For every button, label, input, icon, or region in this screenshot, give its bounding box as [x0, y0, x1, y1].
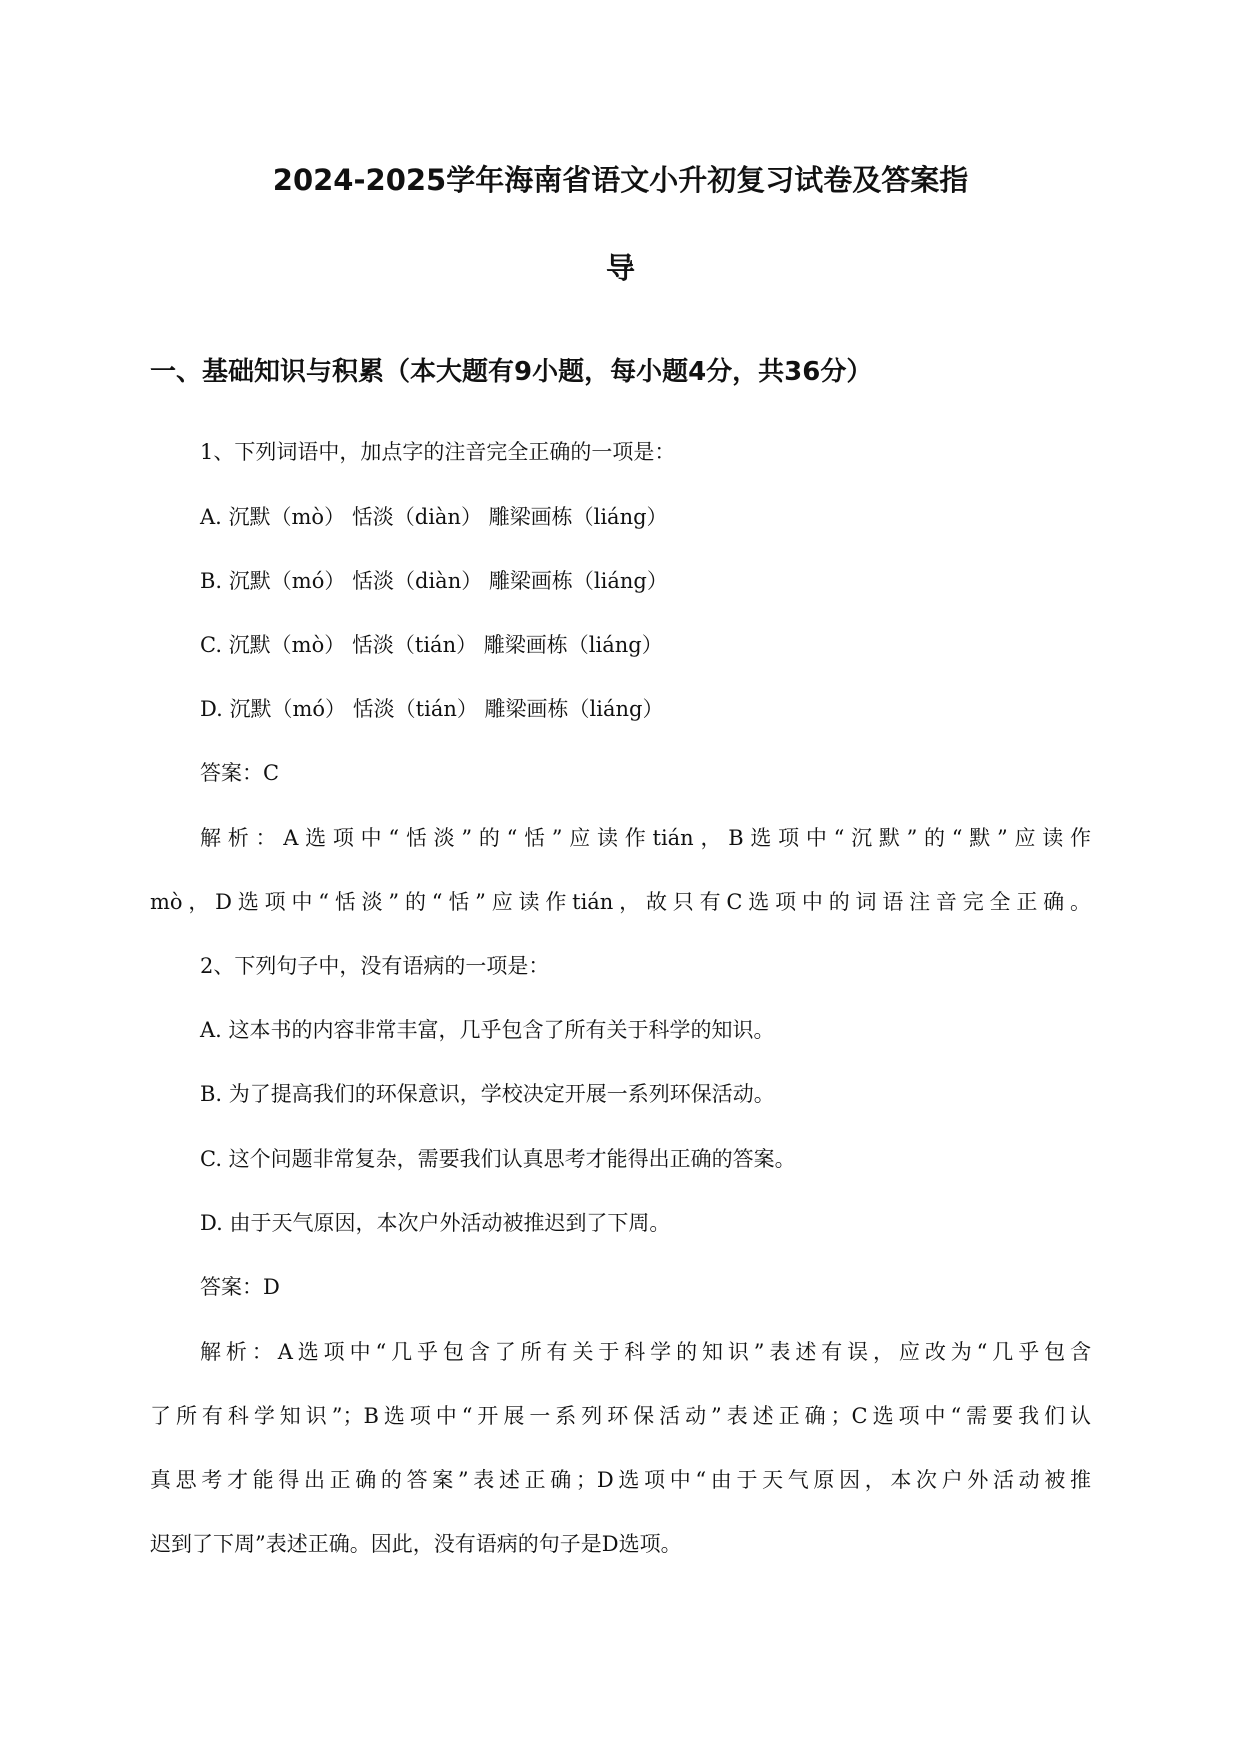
question-1-option-d: D. 沉默（mó） 恬淡（tián） 雕梁画栋（liáng） [200, 697, 664, 721]
question-2-option-b: B. 为了提高我们的环保意识，学校决定开展一系列环保活动。 [200, 1082, 775, 1106]
question-2-analysis-line-4: 迟到了下周”表述正确。因此，没有语病的句子是D选项。 [150, 1532, 682, 1556]
question-1-option-c: C. 沉默（mò） 恬淡（tián） 雕梁画栋（liáng） [200, 633, 663, 657]
question-1-analysis-line-1: 解析：A选项中“恬淡”的“恬”应读作tián，B选项中“沉默”的“默”应读作 [200, 826, 1091, 850]
question-1-stem: 1、下列词语中，加点字的注音完全正确的一项是： [200, 440, 676, 464]
question-2-answer: 答案：D [200, 1275, 280, 1299]
question-1-option-a: A. 沉默（mò） 恬淡（diàn） 雕梁画栋（liáng） [200, 505, 668, 529]
section-heading: 一、基础知识与积累（本大题有9小题，每小题4分，共36分） [150, 357, 873, 387]
document-title-line-2: 导 [605, 251, 635, 285]
question-1-answer: 答案：C [200, 761, 280, 785]
question-2-option-d: D. 由于天气原因，本次户外活动被推迟到了下周。 [200, 1211, 671, 1235]
question-2-analysis-line-1: 解析：A选项中“几乎包含了所有关于科学的知识”表述有误，应改为“几乎包含 [200, 1340, 1091, 1364]
question-1-option-b: B. 沉默（mó） 恬淡（diàn） 雕梁画栋（liáng） [200, 569, 668, 593]
question-1-analysis-line-2: mò，D选项中“恬淡”的“恬”应读作tián，故只有C选项中的词语注音完全正确。 [150, 890, 1091, 914]
question-2-option-c: C. 这个问题非常复杂，需要我们认真思考才能得出正确的答案。 [200, 1147, 796, 1171]
question-2-stem: 2、下列句子中，没有语病的一项是： [200, 954, 550, 978]
question-2-analysis-line-2: 了所有科学知识”；B选项中“开展一系列环保活动”表述正确；C选项中“需要我们认 [150, 1404, 1091, 1428]
question-2-analysis-line-3: 真思考才能得出正确的答案”表述正确；D选项中“由于天气原因，本次户外活动被推 [150, 1468, 1091, 1492]
document-title-line-1: 2024-2025学年海南省语文小升初复习试卷及答案指 [272, 163, 969, 197]
question-2-option-a: A. 这本书的内容非常丰富，几乎包含了所有关于科学的知识。 [200, 1018, 775, 1042]
